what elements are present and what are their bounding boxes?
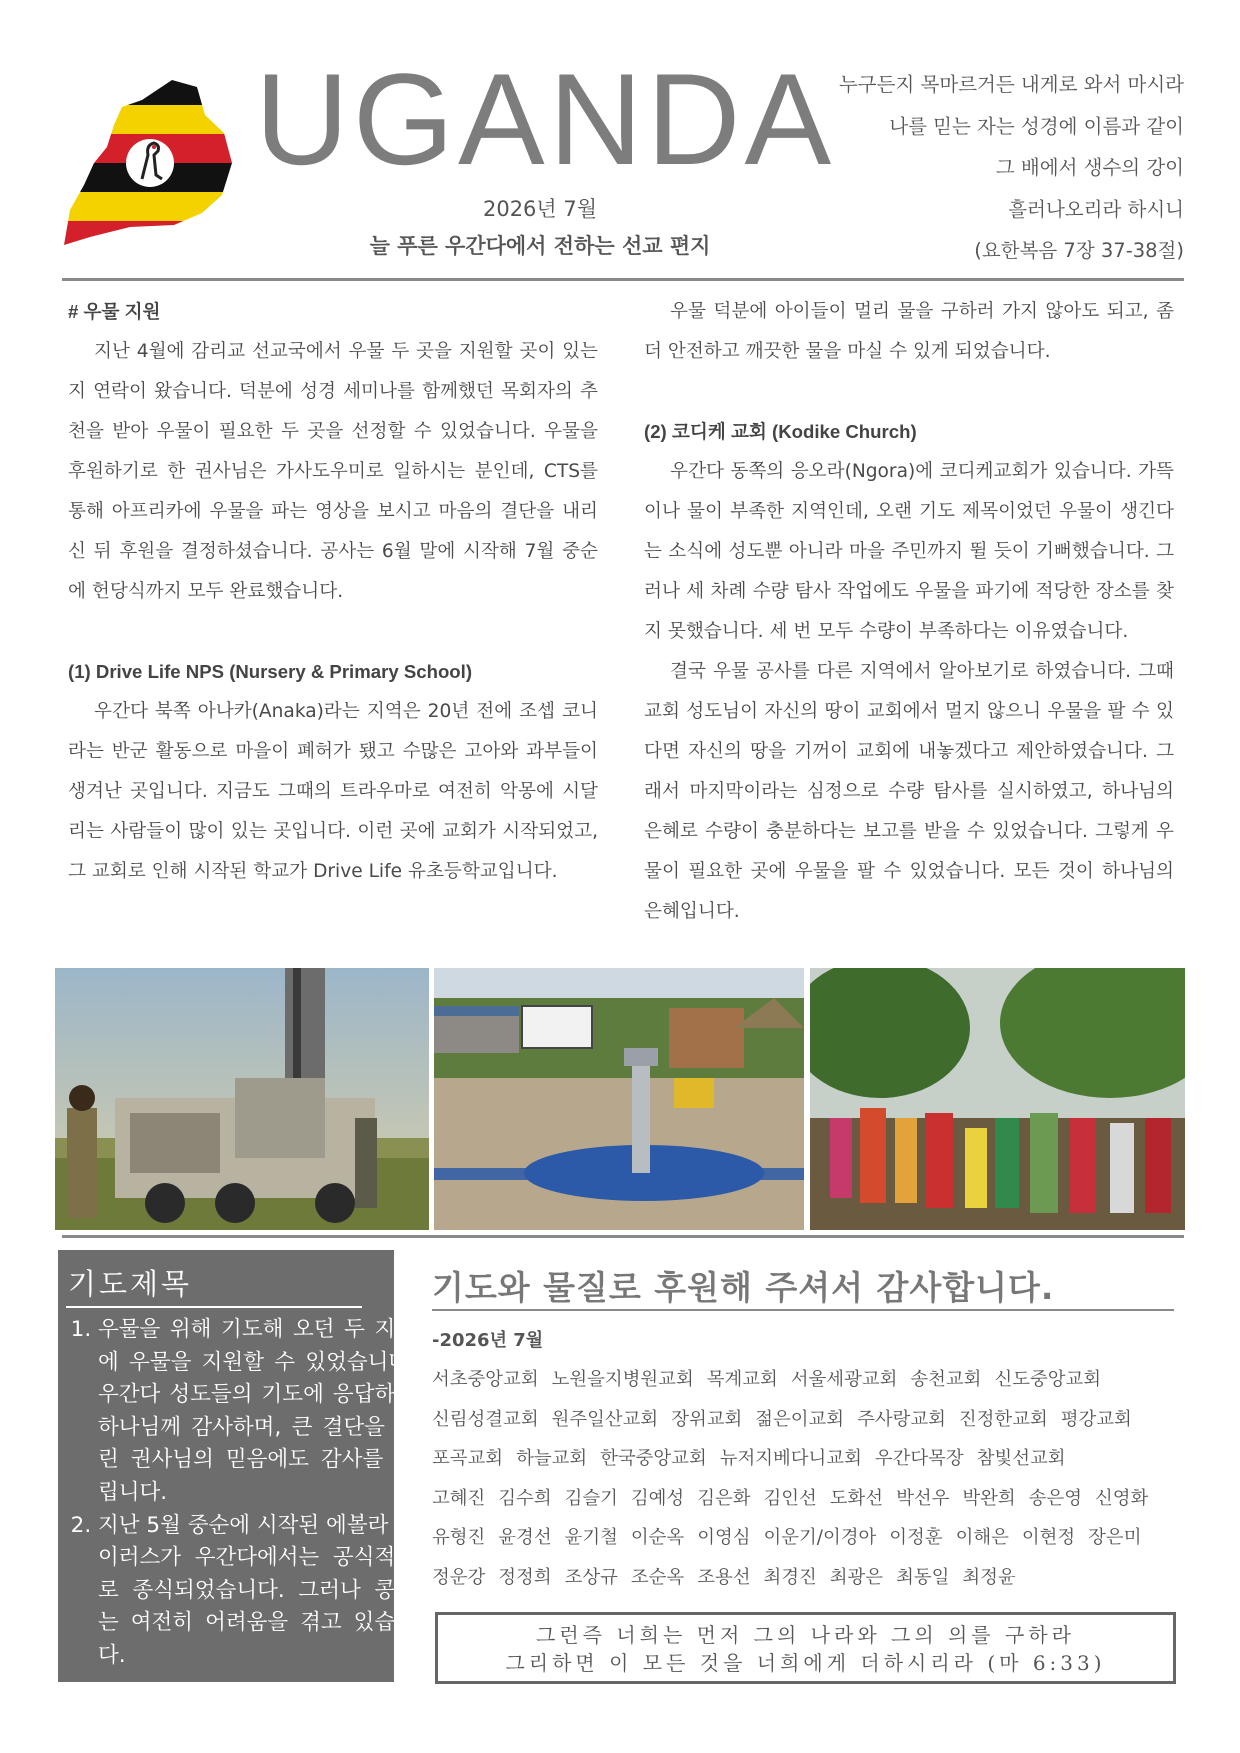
supporter: 목계교회 (706, 1369, 778, 1390)
supporter: 김예성 (630, 1487, 685, 1509)
supporter: 송천교회 (910, 1369, 982, 1390)
supporter: 뉴저지베다니교회 (719, 1448, 862, 1470)
supporter: 진정한교회 (958, 1408, 1048, 1430)
supporter-row (432, 1400, 1184, 1440)
uganda-flag-map (62, 75, 237, 250)
right-column (644, 292, 1174, 932)
supporter: 신도중앙교회 (994, 1369, 1102, 1390)
prayer-requests-box (58, 1250, 416, 1682)
left-column (68, 292, 598, 892)
supporter: 윤기철 (564, 1527, 618, 1549)
supporter: 조상규 (564, 1566, 618, 1588)
closing-verse-line: 그런즉 너희는 먼저 그의 나라와 그의 의를 구하라 (536, 1623, 1075, 1647)
item2-paragraph: 우간다 동쪽의 응오라(Ngora)에 코디케교회가 있습니다. 가뜩이나 물이 부족한 지역인데, 오랜 기도 제목이었던 우물이 생긴다는 소식에 성도뿐 아니라 마을 주민까지 뛸 듯이 기뻐했습니다. 그러나 세 차례 수량 탐사 작업에도 우물을 파기에 적당한 장소를 찾지 못했습니다. 세 번 모두 수량이 부족하다는 이유였습니다. (644, 461, 1174, 642)
supporters-list (432, 1360, 1184, 1598)
prayer-item: 1. 우물을 위해 기도해 오던 두 지역에 우물을 지원할 수 있었습니다. 우간다 성도들의 기도에 응답하신 하나님께 감사하며, 큰 결단을 내린 권사님의 믿음에도 감사를 드립니다. (98, 1314, 416, 1510)
newsletter-title: UGANDA (255, 46, 836, 192)
supporter: 젊은이교회 (755, 1408, 845, 1430)
supporter: 서초중앙교회 (432, 1369, 539, 1390)
photo-divider (62, 1235, 1184, 1238)
verse-line: 나를 믿는 자는 성경에 이름과 같이 (889, 114, 1184, 138)
supporter-row (432, 1479, 1184, 1519)
supporter: 윤경선 (498, 1527, 552, 1549)
supporter: 평강교회 (1060, 1408, 1132, 1430)
item2-heading: (2) 코디케 교회 (Kodike Church) (644, 421, 917, 442)
supporter: 김은화 (697, 1487, 751, 1509)
supporter: 하늘교회 (516, 1448, 588, 1470)
supporter: 서울세광교회 (790, 1369, 898, 1390)
supporter: 이영심 (697, 1527, 751, 1549)
prayer-title: 기도제목 (68, 1267, 193, 1301)
supporter: 이해은 (955, 1527, 1009, 1549)
item2-paragraph: 결국 우물 공사를 다른 지역에서 알아보기로 하였습니다. 그때 교회 성도님이 자신의 땅이 교회에서 멀지 않으니 우물을 팔 수 있다면 자신의 땅을 기꺼이 교회에 내놓겠다고 제안하였습니다. 그래서 마지막이라는 심정으로 수량 탐사를 실시하였고, 하나님의 은혜로 수량이 충분하다는 보고를 받을 수 있었습니다. 그렇게 우물이 필요한 곳에 우물을 팔 수 있었습니다. 모든 것이 하나님의 은혜입니다. (644, 661, 1174, 922)
church-crowd-photo (810, 968, 1185, 1230)
intro-paragraph: 지난 4월에 감리교 선교국에서 우물 두 곳을 지원할 곳이 있는지 연락이 왔습니다. 덕분에 성경 세미나를 함께했던 목회자의 추천을 받아 우물이 필요한 두 곳을 선정할 수 있었습니다. 우물을 후원하기로 한 권사님은 가사도우미로 일하시는 분인데, CTS를 통해 아프리카에 우물을 파는 영상을 보시고 마음의 결단을 내리신 뒤 후원을 결정하셨습니다. 공사는 6월 말에 시작해 7월 중순에 헌당식까지 모두 완료했습니다. (68, 341, 598, 602)
verse-reference: (요한복음 7장 37-38절) (974, 239, 1184, 262)
prayer-item: 2. 지난 5월 중순에 시작된 에볼라 바이러스가 우간다에서는 공식적으로 종식되었습니다. 그러나 콩고는 여전히 어려움을 겪고 있습니다. (98, 1510, 416, 1673)
supporter: 정운강 (432, 1566, 486, 1588)
supporter: 이순옥 (630, 1527, 685, 1549)
supporter: 신영화 (1094, 1487, 1149, 1509)
supporter-row (432, 1558, 1184, 1598)
supporter: 이정훈 (889, 1527, 943, 1549)
supporter: 참빛선교회 (976, 1448, 1066, 1470)
drilling-rig-photo (55, 968, 429, 1230)
supporter: 원주일산교회 (551, 1408, 659, 1430)
supporter: 박선우 (896, 1487, 950, 1509)
header-divider (62, 278, 1184, 281)
header-verse (744, 64, 1184, 272)
supporter: 도화선 (829, 1487, 884, 1509)
supporter: 이현정 (1021, 1527, 1076, 1549)
supporter: 최정윤 (962, 1566, 1016, 1588)
supporter: 조순옥 (630, 1566, 685, 1588)
thanks-divider (432, 1309, 1174, 1311)
supporter: 박완희 (962, 1487, 1016, 1509)
prayer-title-underline (66, 1306, 362, 1308)
supporter: 노원을지병원교회 (551, 1369, 694, 1390)
section-heading: # 우물 지원 (68, 301, 161, 322)
thanks-date: -2026년 7월 (432, 1330, 544, 1351)
item1-paragraph: 우간다 북쪽 아나카(Anaka)라는 지역은 20년 전에 조셉 코니라는 반군 활동으로 마을이 폐허가 됐고 수많은 고아와 과부들이 생겨난 곳입니다. 지금도 그때의 트라우마로 여전히 악몽에 시달리는 사람들이 많이 있는 곳입니다. 이런 곳에 교회가 시작되었고, 그 교회로 인해 시작된 학교가 Drive Life 유초등학교입니다. (68, 701, 598, 882)
item1-continued-paragraph: 우물 덕분에 아이들이 멀리 물을 구하러 가지 않아도 되고, 좀 더 안전하고 깨끗한 물을 마실 수 있게 되었습니다. (644, 301, 1174, 362)
supporter: 최경진 (763, 1566, 817, 1588)
prayer-list (68, 1314, 416, 1673)
supporter: 유형진 (432, 1527, 486, 1549)
supporter-row (432, 1360, 1184, 1400)
supporter: 송은영 (1028, 1487, 1082, 1509)
supporter: 김인선 (763, 1487, 817, 1509)
supporter: 장위교회 (671, 1408, 743, 1430)
item1-heading: (1) Drive Life NPS (Nursery & Primary School) (68, 661, 473, 682)
supporter: 최동일 (896, 1566, 950, 1588)
supporter: 신림성결교회 (432, 1408, 539, 1430)
supporter: 김슬기 (564, 1487, 618, 1509)
supporter: 최광은 (829, 1566, 884, 1588)
supporter: 정정희 (498, 1566, 552, 1588)
verse-line: 그 배에서 생수의 강이 (995, 156, 1184, 179)
supporter: 고혜진 (432, 1487, 486, 1509)
closing-verse-line: 그리하면 이 모든 것을 너희에게 더하시리라 (마 6:33) (505, 1651, 1106, 1675)
newsletter-subtitle: 늘 푸른 우간다에서 전하는 선교 편지 (369, 234, 711, 258)
supporter-row (432, 1518, 1184, 1558)
water-pump-photo (434, 968, 804, 1230)
verse-line: 누구든지 목마르거든 내게로 와서 마시라 (838, 73, 1184, 96)
supporter: 포곡교회 (432, 1448, 504, 1470)
supporter: 한국중앙교회 (600, 1448, 707, 1470)
verse-line: 흘러나오리라 하시니 (1008, 197, 1184, 221)
supporter: 조용선 (697, 1566, 751, 1588)
supporter: 장은미 (1088, 1527, 1142, 1549)
supporter: 김수희 (498, 1487, 552, 1509)
supporter: 우간다목장 (874, 1448, 964, 1470)
closing-verse-box (435, 1612, 1176, 1684)
supporter: 주사랑교회 (857, 1408, 946, 1430)
supporter-row (432, 1439, 1184, 1479)
thanks-title: 기도와 물질로 후원해 주셔서 감사합니다. (432, 1268, 1055, 1307)
issue-date: 2026년 7월 (482, 197, 598, 221)
supporter: 이운기/이경아 (763, 1527, 877, 1549)
